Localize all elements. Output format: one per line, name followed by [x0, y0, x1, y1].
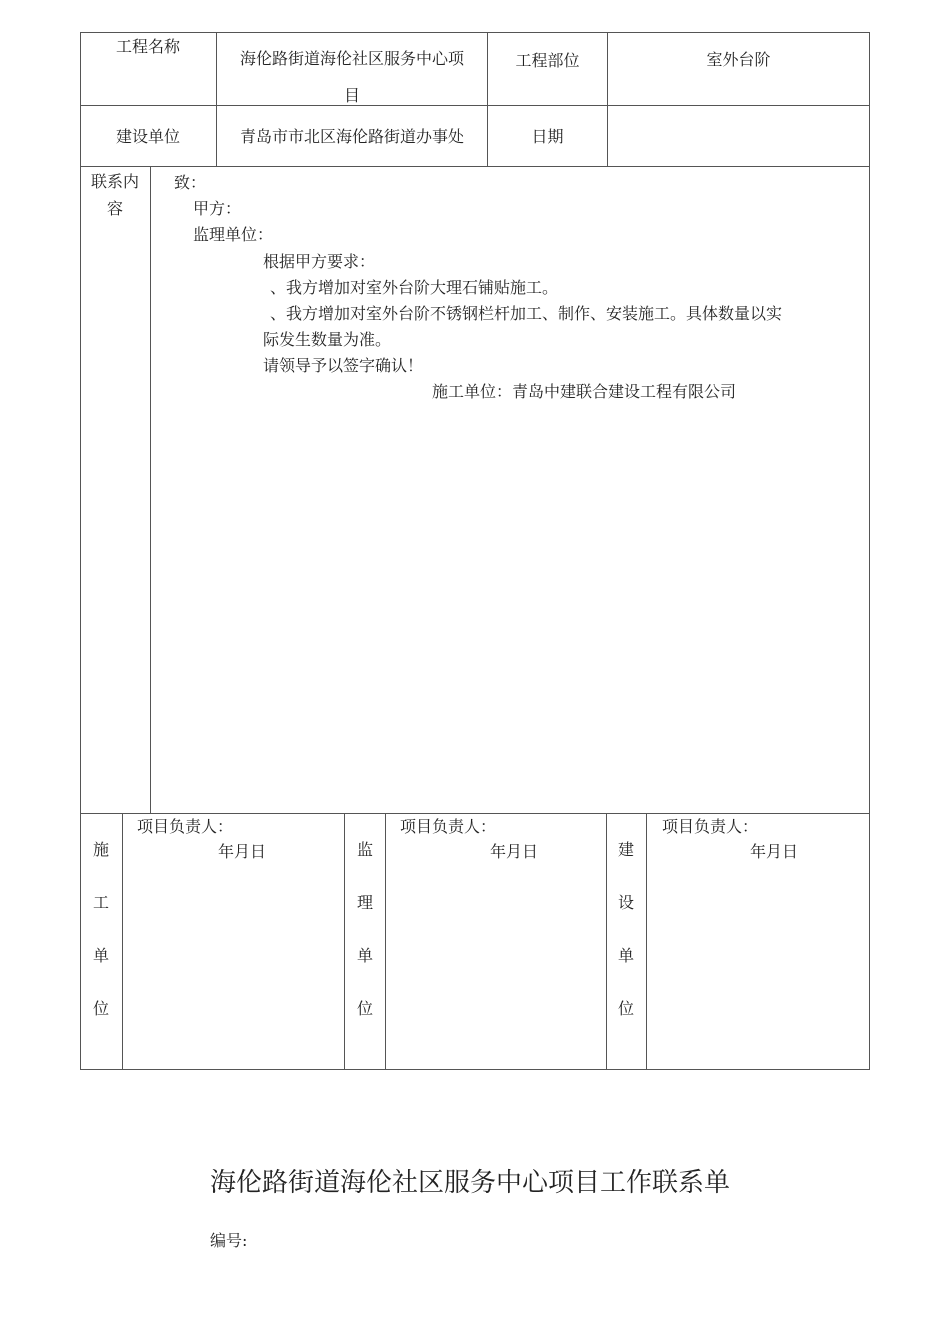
content-item-2-line2: 际发生数量为准。 [263, 330, 392, 349]
content-party-a: 甲方： [193, 199, 242, 218]
sign-col-divider-2 [344, 813, 345, 1069]
content-label-line2: 容 [106, 199, 123, 218]
project-part-value: 室外台阶 [706, 50, 771, 69]
supervision-unit-label: 监 理 单 位 [356, 840, 373, 1018]
project-part-label: 工程部位 [515, 51, 580, 70]
content-signature: 施工单位：青岛中建联合建设工程有限公司 [432, 382, 737, 401]
supervision-person-label: 项目负责人： [400, 817, 497, 836]
project-name-value-line2: 目 [343, 86, 360, 105]
project-name-value-line1: 海伦路街道海伦社区服务中心项 [239, 49, 464, 68]
owner-unit-value: 青岛市市北区海伦路街道办事处 [239, 127, 464, 146]
content-to: 致： [174, 173, 207, 192]
owner-unit-label: 建设单位 [115, 127, 180, 146]
construction-unit-label: 施 工 单 位 [92, 840, 109, 1018]
content-intro: 根据甲方要求： [263, 252, 376, 271]
sign-col-divider-1 [122, 813, 123, 1069]
supervision-date: 年月日 [490, 842, 539, 861]
sign-col-divider-3 [385, 813, 386, 1069]
content-label-line1: 联系内 [90, 172, 139, 191]
owner-person-label: 项目负责人： [662, 817, 759, 836]
content-item-2-line1: 、我方增加对室外台阶不锈钢栏杆加工、制作、安装施工。具体数量以实 [270, 304, 783, 323]
row-divider-2 [80, 166, 870, 167]
sign-col-divider-4 [606, 813, 607, 1069]
document-number-label: 编号: [210, 1231, 248, 1250]
table-border-right [869, 32, 870, 1070]
sign-col-divider-5 [646, 813, 647, 1069]
contact-form-table [80, 32, 870, 1070]
table-border-bottom [80, 1069, 870, 1070]
table-border-top [80, 32, 870, 33]
content-item-1: 、我方增加对室外台阶大理石铺贴施工。 [270, 278, 559, 297]
date-label: 日期 [531, 127, 564, 146]
owner-unit-sign-label: 建 设 单 位 [617, 840, 634, 1018]
construction-date: 年月日 [218, 842, 267, 861]
content-supervisor: 监理单位： [193, 225, 274, 244]
project-name-label: 工程名称 [115, 37, 180, 56]
document-title: 海伦路街道海伦社区服务中心项目工作联系单 [210, 1168, 731, 1198]
owner-date: 年月日 [750, 842, 799, 861]
construction-person-label: 项目负责人： [137, 817, 234, 836]
content-request: 请领导予以签字确认！ [263, 356, 424, 375]
content-col-divider [150, 166, 151, 813]
